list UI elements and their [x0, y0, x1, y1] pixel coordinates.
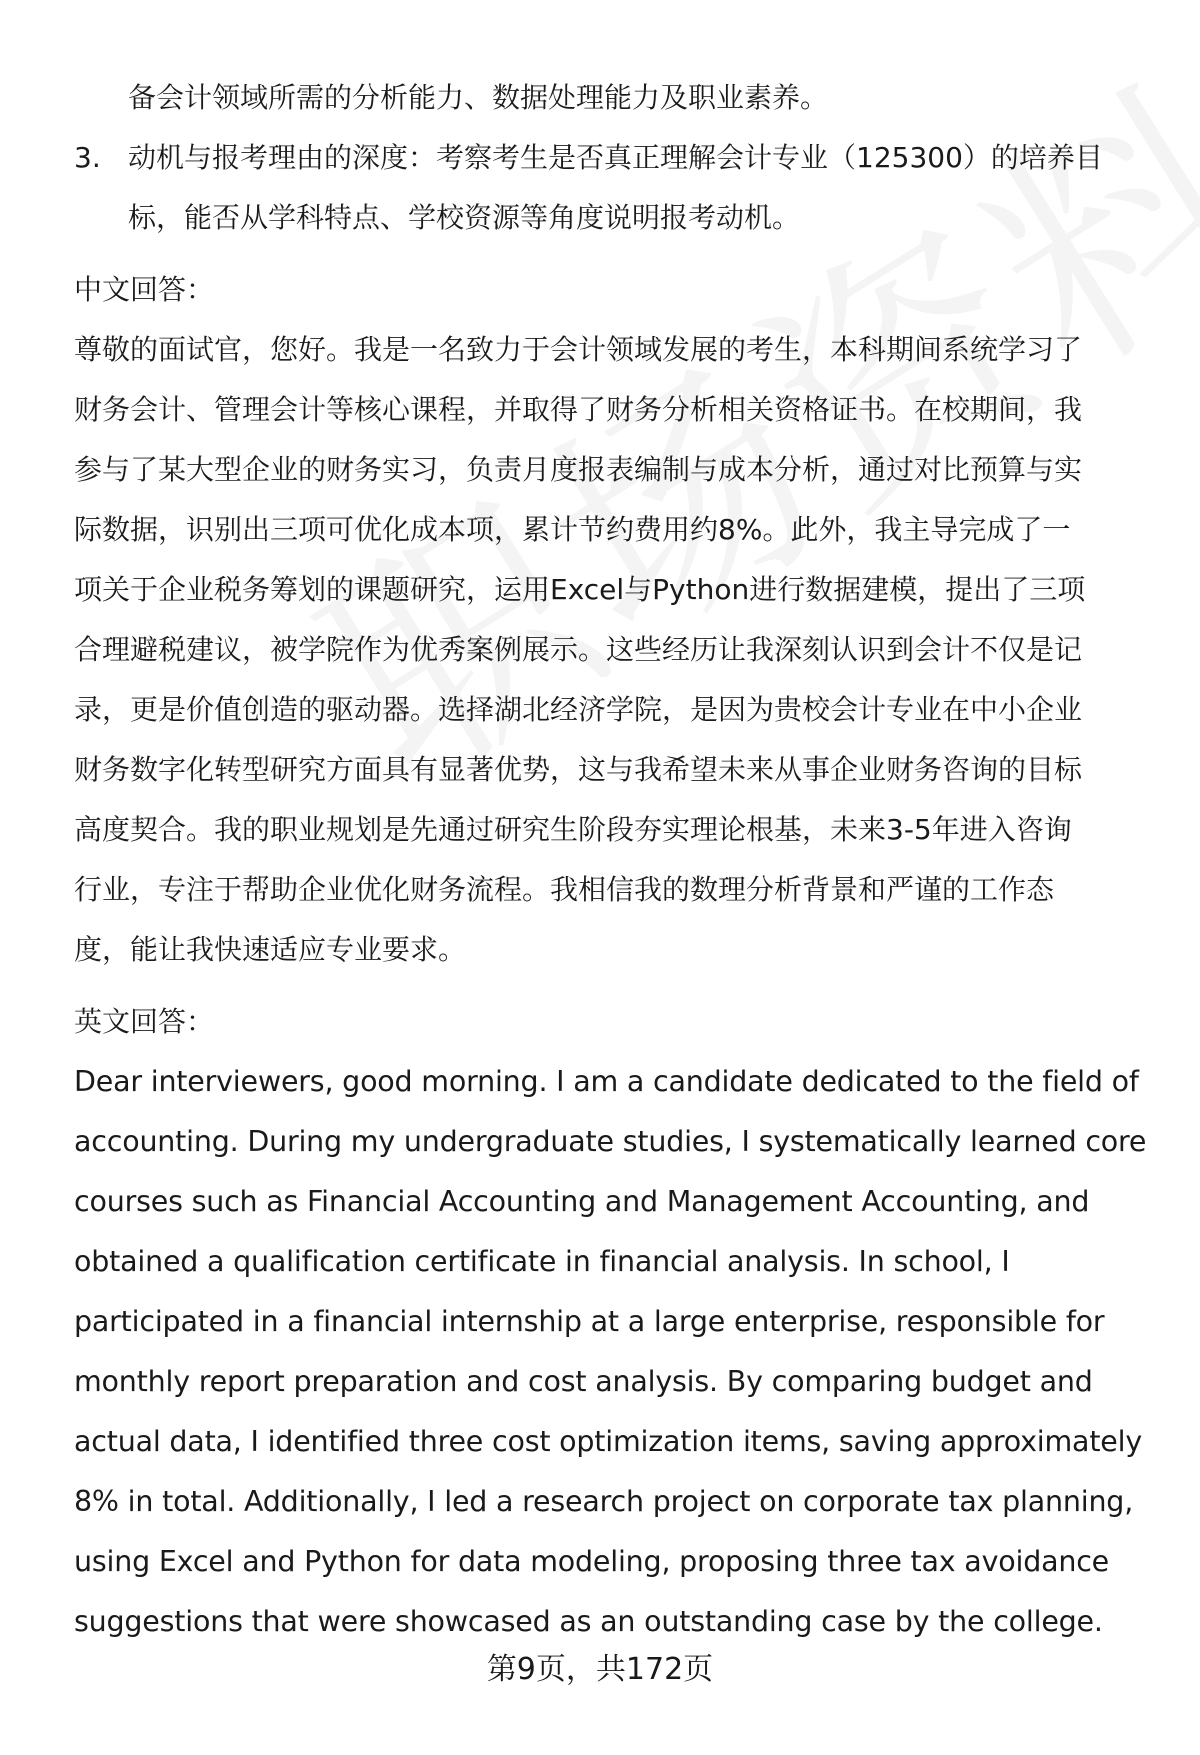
paragraph-line: actual data, I identified three cost optimization items, saving approximately [74, 1425, 1143, 1458]
list-item-continuation: 备会计领域所需的分析能力、数据处理能力及职业素养。 [128, 81, 829, 114]
paragraph-line: 际数据，识别出三项可优化成本项，累计节约费用约8%。此外，我主导完成了一 [74, 513, 1071, 546]
paragraph-line: accounting. During my undergraduate studies, I systematically learned core [74, 1125, 1147, 1158]
paragraph-line: 行业，专注于帮助企业优化财务流程。我相信我的数理分析背景和严谨的工作态 [74, 873, 1055, 906]
paragraph-line: 度，能让我快速适应专业要求。 [74, 933, 467, 966]
paragraph-line: 参与了某大型企业的财务实习，负责月度报表编制与成本分析，通过对比预算与实 [74, 453, 1083, 486]
paragraph-line: 项关于企业税务筹划的课题研究，运用Excel与Python进行数据建模，提出了三项 [74, 573, 1086, 606]
list-item-text: 动机与报考理由的深度：考察考生是否真正理解会计专业（125300）的培养目 [128, 141, 1103, 174]
english-answer-body [74, 1052, 1154, 1652]
paragraph-line: 尊敬的面试官，您好。我是一名致力于会计领域发展的考生，本科期间系统学习了 [74, 333, 1083, 366]
chinese-answer-body [74, 320, 1154, 980]
english-answer-heading: 英文回答： [74, 1005, 215, 1038]
paragraph-line: courses such as Financial Accounting and Management Accounting, and [74, 1185, 1090, 1218]
paragraph-line: 高度契合。我的职业规划是先通过研究生阶段夯实理论根基，未来3-5年进入咨询 [74, 813, 1072, 846]
paragraph-line: 8% in total. Additionally, I led a research project on corporate tax planning, [74, 1485, 1134, 1518]
paragraph-line: 录，更是价值创造的驱动器。选择湖北经济学院，是因为贵校会计专业在中小企业 [74, 693, 1083, 726]
paragraph-line: 合理避税建议，被学院作为优秀案例展示。这些经历让我深刻认识到会计不仅是记 [74, 633, 1083, 666]
paragraph-line: 财务会计、管理会计等核心课程，并取得了财务分析相关资格证书。在校期间，我 [74, 393, 1083, 426]
paragraph-line: monthly report preparation and cost analysis. By comparing budget and [74, 1365, 1093, 1398]
document-content [74, 68, 1154, 1652]
list-item-text-continued: 标，能否从学科特点、学校资源等角度说明报考动机。 [128, 201, 801, 234]
paragraph-line: using Excel and Python for data modeling, proposing three tax avoidance [74, 1545, 1110, 1578]
page-number-footer: 第9页，共172页 [486, 1652, 714, 1687]
list-item-3 [62, 128, 1154, 188]
list-item-number: 3. [74, 141, 101, 174]
paragraph-line: participated in a financial internship at a large enterprise, responsible for [74, 1305, 1105, 1338]
paragraph-line: 财务数字化转型研究方面具有显著优势，这与我希望未来从事企业财务咨询的目标 [74, 753, 1083, 786]
paragraph-line: obtained a qualification certificate in financial analysis. In school, I [74, 1245, 1010, 1278]
chinese-answer-heading: 中文回答： [74, 273, 215, 306]
paragraph-line: suggestions that were showcased as an outstanding case by the college. [74, 1605, 1103, 1638]
paragraph-line: Dear interviewers, good morning. I am a candidate dedicated to the field of [74, 1065, 1139, 1098]
